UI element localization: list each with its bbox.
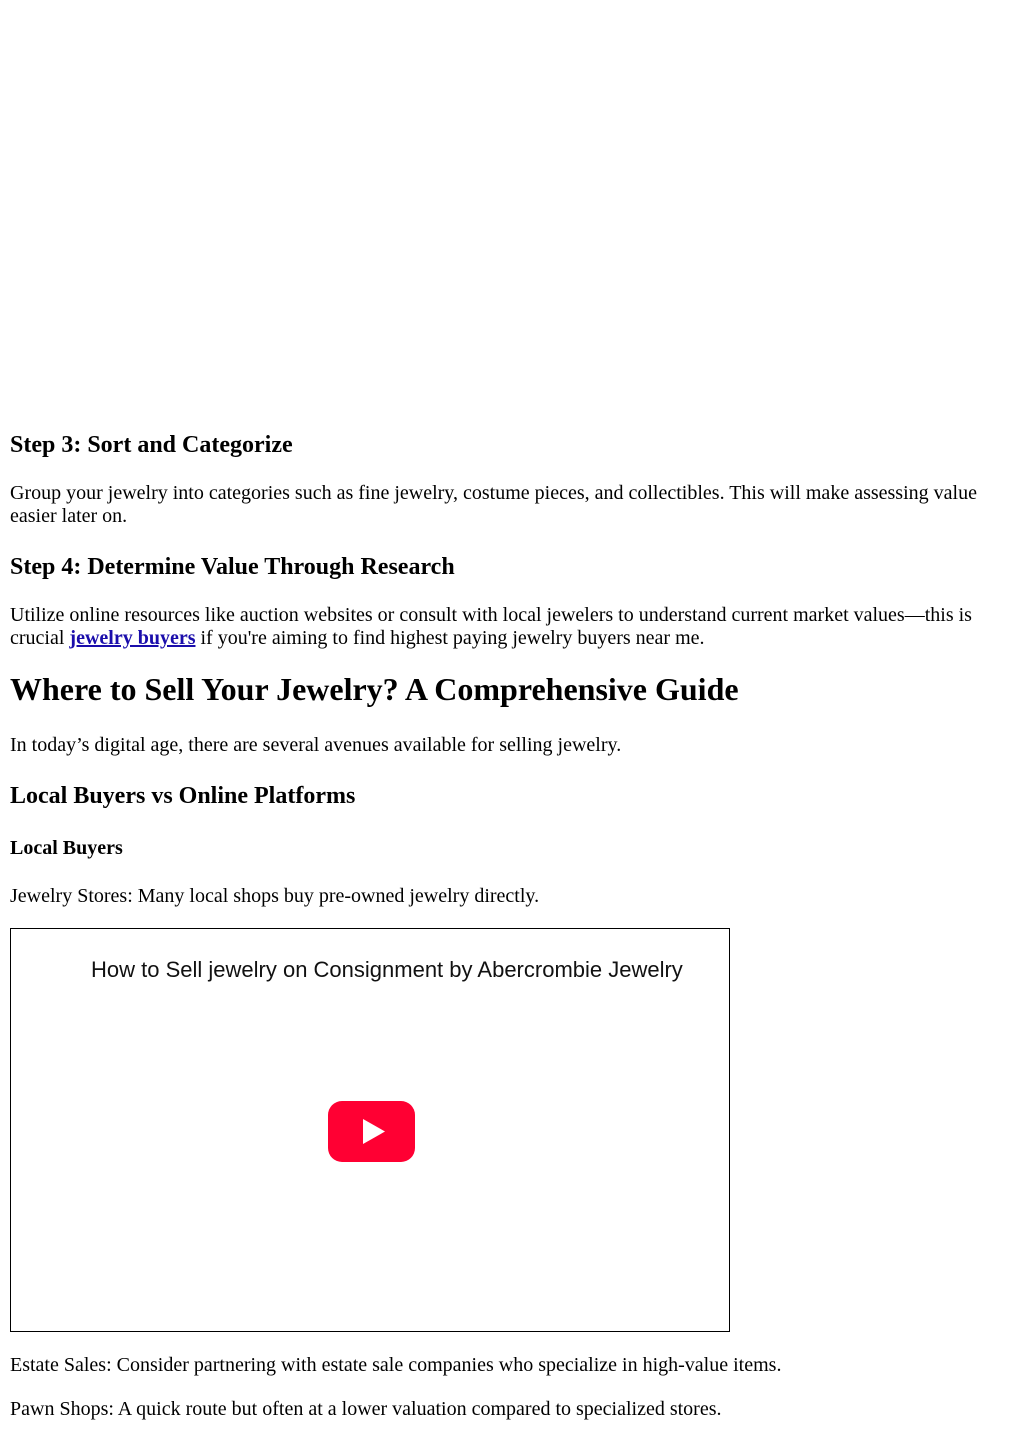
- local-vs-online-heading: Local Buyers vs Online Platforms: [10, 783, 356, 809]
- play-icon: [328, 1101, 415, 1162]
- estate-sales-text: Estate Sales: Consider partnering with estate sale companies who specialize in high-value items.: [10, 1354, 782, 1376]
- play-button[interactable]: [328, 1101, 415, 1162]
- local-buyers-subheading: Local Buyers: [10, 837, 123, 859]
- video-embed[interactable]: [10, 928, 730, 1332]
- jewelry-buyers-link[interactable]: jewelry buyers: [69, 627, 196, 649]
- jewelry-stores-text: Jewelry Stores: Many local shops buy pre-owned jewelry directly.: [10, 885, 540, 907]
- article-page: [10, 0, 1014, 1421]
- blank-region: [10, 0, 1014, 428]
- guide-heading: Where to Sell Your Jewelry? A Comprehensive Guide: [10, 671, 739, 707]
- video-title[interactable]: How to Sell jewelry on Consignment by Abercrombie Jewelry: [91, 957, 683, 982]
- step4-heading: Step 4: Determine Value Through Research: [10, 554, 455, 580]
- step4-body-start: Utilize online resources like auction websites or consult with local jewelers to understand current market values—this is crucial: [10, 604, 972, 649]
- step4-body-end: if you're aiming to find highest paying jewelry buyers near me.: [195, 627, 705, 649]
- step3-body: Group your jewelry into categories such as fine jewelry, costume pieces, and collectibles. This will make assessing value easier later on.: [10, 482, 977, 527]
- step4-body: [10, 604, 1014, 650]
- pawn-shops-text: Pawn Shops: A quick route but often at a lower valuation compared to specialized stores.: [10, 1398, 722, 1420]
- guide-intro: In today’s digital age, there are several avenues available for selling jewelry.: [10, 734, 622, 756]
- step3-heading: Step 3: Sort and Categorize: [10, 432, 293, 458]
